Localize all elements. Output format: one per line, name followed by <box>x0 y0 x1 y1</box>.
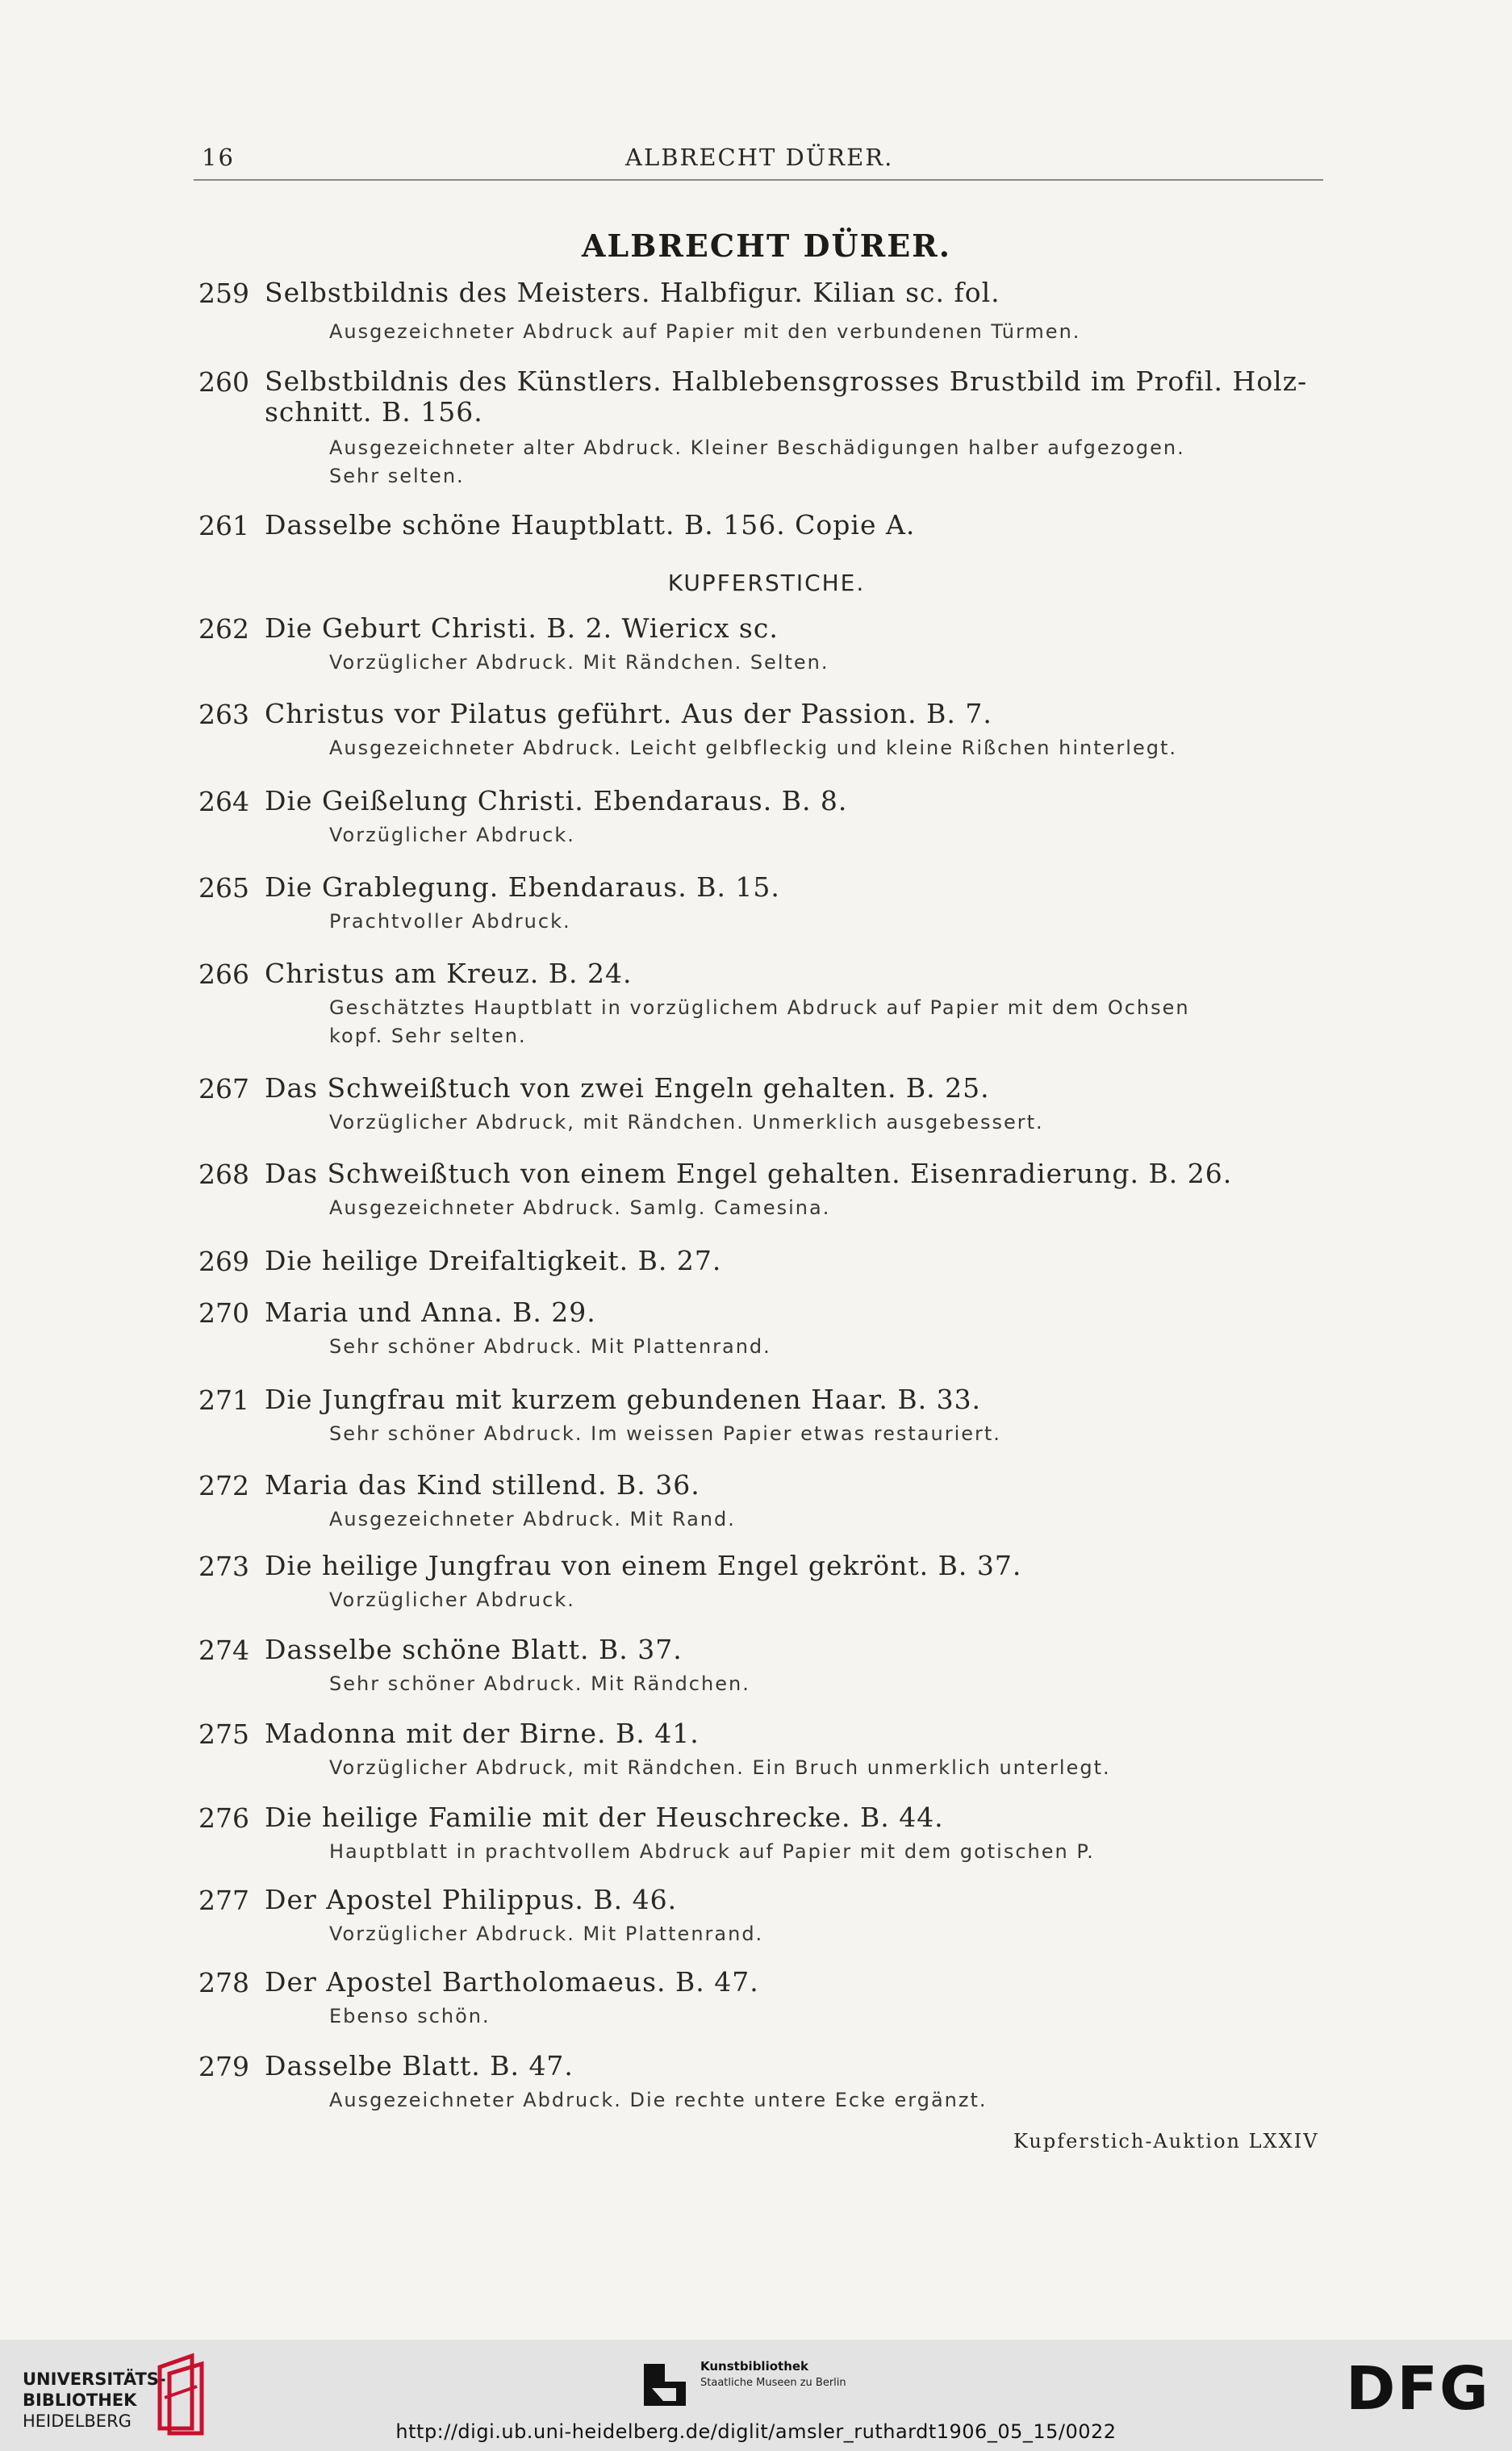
entry-number: 278 <box>198 1967 249 1998</box>
entry-title: Madonna mit der Birne. B. 41. <box>265 1718 700 1749</box>
entry-title: Selbstbildnis des Künstlers. Halblebensgrosses Brustbild im Profil. Holz- <box>265 365 1308 397</box>
entry-description: Sehr schöner Abdruck. Mit Plattenrand. <box>329 1335 771 1358</box>
running-head <box>194 144 1323 181</box>
entry-title: Dasselbe schöne Blatt. B. 37. <box>265 1634 683 1665</box>
entry-title: Christus vor Pilatus geführt. Aus der Passion. B. 7. <box>265 698 992 729</box>
entry-description: Vorzüglicher Abdruck. Mit Rändchen. Selten. <box>329 651 829 674</box>
entry-description: Ausgezeichneter alter Abdruck. Kleiner Beschädigungen halber aufgezogen. <box>329 436 1185 459</box>
entry-title: Die heilige Jungfrau von einem Engel gekrönt. B. 37. <box>265 1550 1022 1581</box>
entry-title: Maria das Kind stillend. B. 36. <box>265 1469 700 1501</box>
entry-description-continued: kopf. Sehr selten. <box>329 1025 527 1047</box>
entry-number: 273 <box>198 1551 249 1582</box>
entry-number: 268 <box>198 1159 249 1190</box>
dfg-logo[interactable]: DFG <box>1346 2354 1490 2424</box>
entry-title-continued: schnitt. B. 156. <box>265 396 483 428</box>
entry-number: 262 <box>198 613 249 645</box>
entry-description: Vorzüglicher Abdruck. <box>329 824 575 846</box>
ub-logo-line-2: BIBLIOTHEK <box>23 2390 137 2410</box>
entry-description: Vorzüglicher Abdruck, mit Rändchen. Ein Bruch unmerklich unterlegt. <box>329 1756 1111 1779</box>
entry-title: Dasselbe schöne Hauptblatt. B. 156. Copie A. <box>265 509 916 541</box>
entry-number: 266 <box>198 958 249 990</box>
entry-number: 279 <box>198 2051 249 2082</box>
entry-number: 265 <box>198 872 249 904</box>
entry-title: Christus am Kreuz. B. 24. <box>265 958 633 989</box>
entry-title: Dasselbe Blatt. B. 47. <box>265 2050 574 2081</box>
entry-description: Vorzüglicher Abdruck. Mit Plattenrand. <box>329 1923 764 1945</box>
entry-number: 269 <box>198 1246 249 1277</box>
entry-description: Vorzüglicher Abdruck. <box>329 1589 575 1611</box>
entry-number: 277 <box>198 1885 249 1916</box>
entry-description: Sehr schöner Abdruck. Mit Rändchen. <box>329 1672 750 1695</box>
entry-number: 271 <box>198 1384 249 1416</box>
entry-title: Das Schweißtuch von zwei Engeln gehalten. B. 25. <box>265 1072 990 1104</box>
subsection-title: KUPFERSTICHE. <box>667 570 866 596</box>
entry-number: 263 <box>198 699 249 730</box>
kunstbibliothek-name: Kunstbibliothek <box>700 2359 809 2374</box>
entry-description: Sehr schöner Abdruck. Im weissen Papier etwas restauriert. <box>329 1422 1001 1445</box>
ub-logo-line-1: UNIVERSITÄTS- <box>23 2370 166 2389</box>
entry-number: 276 <box>198 1802 249 1834</box>
entry-description: Prachtvoller Abdruck. <box>329 910 571 933</box>
entry-number: 274 <box>198 1635 249 1666</box>
entry-description: Ausgezeichneter Abdruck auf Papier mit den verbundenen Türmen. <box>329 320 1081 343</box>
entry-title: Die Geißelung Christi. Ebendaraus. B. 8. <box>265 785 848 816</box>
entry-title: Die heilige Dreifaltigkeit. B. 27. <box>265 1245 722 1276</box>
entry-title: Das Schweißtuch von einem Engel gehalten. Eisenradierung. B. 26. <box>265 1158 1233 1189</box>
entry-number: 272 <box>198 1470 249 1501</box>
kunstbibliothek-icon <box>644 2364 686 2406</box>
entry-number: 275 <box>198 1718 249 1750</box>
entry-title: Die Geburt Christi. B. 2. Wiericx sc. <box>265 612 779 644</box>
entry-description: Geschätztes Hauptblatt in vorzüglichem Abdruck auf Papier mit dem Ochsen <box>329 996 1190 1019</box>
entry-number: 267 <box>198 1073 249 1104</box>
entry-title: Die Grablegung. Ebendaraus. B. 15. <box>265 871 780 903</box>
entry-title: Die Jungfrau mit kurzem gebundenen Haar. B. 33. <box>265 1384 982 1415</box>
entry-description-continued: Sehr selten. <box>329 465 465 487</box>
footer-signature: Kupferstich-Auktion LXXIV <box>1013 2130 1319 2152</box>
entry-number: 260 <box>198 366 249 398</box>
entry-number: 270 <box>198 1297 249 1329</box>
ub-logo-line-3: HEIDELBERG <box>23 2411 132 2431</box>
entry-description: Ausgezeichneter Abdruck. Leicht gelbfleckig und kleine Rißchen hinterlegt. <box>329 737 1177 759</box>
entry-description: Vorzüglicher Abdruck, mit Rändchen. Unmerklich ausgebessert. <box>329 1111 1044 1134</box>
page-number: 16 <box>202 144 235 171</box>
entry-description: Ebenso schön. <box>329 2005 491 2027</box>
entry-number: 261 <box>198 510 249 541</box>
entry-title: Die heilige Familie mit der Heuschrecke. B. 44. <box>265 1802 944 1833</box>
entry-title: Selbstbildnis des Meisters. Halbfigur. Kilian sc. fol. <box>265 277 1000 308</box>
entry-description: Hauptblatt in prachtvollem Abdruck auf Papier mit dem gotischen P. <box>329 1840 1095 1863</box>
entry-number: 259 <box>198 278 249 309</box>
entry-number: 264 <box>198 786 249 817</box>
section-title: ALBRECHT DÜRER. <box>582 228 951 264</box>
permalink-url[interactable]: http://digi.ub.uni-heidelberg.de/diglit/amsler_ruthardt1906_05_15/0022 <box>395 2420 1117 2443</box>
entry-title: Der Apostel Bartholomaeus. B. 47. <box>265 1966 759 1998</box>
entry-title: Der Apostel Philippus. B. 46. <box>265 1884 678 1915</box>
entry-description: Ausgezeichneter Abdruck. Mit Rand. <box>329 1508 736 1530</box>
kunstbibliothek-subtitle: Staatliche Museen zu Berlin <box>700 2377 846 2389</box>
running-title: ALBRECHT DÜRER. <box>625 144 894 171</box>
entry-title: Maria und Anna. B. 29. <box>265 1296 596 1328</box>
entry-description: Ausgezeichneter Abdruck. Samlg. Camesina. <box>329 1196 831 1219</box>
entry-description: Ausgezeichneter Abdruck. Die rechte untere Ecke ergänzt. <box>329 2089 988 2111</box>
